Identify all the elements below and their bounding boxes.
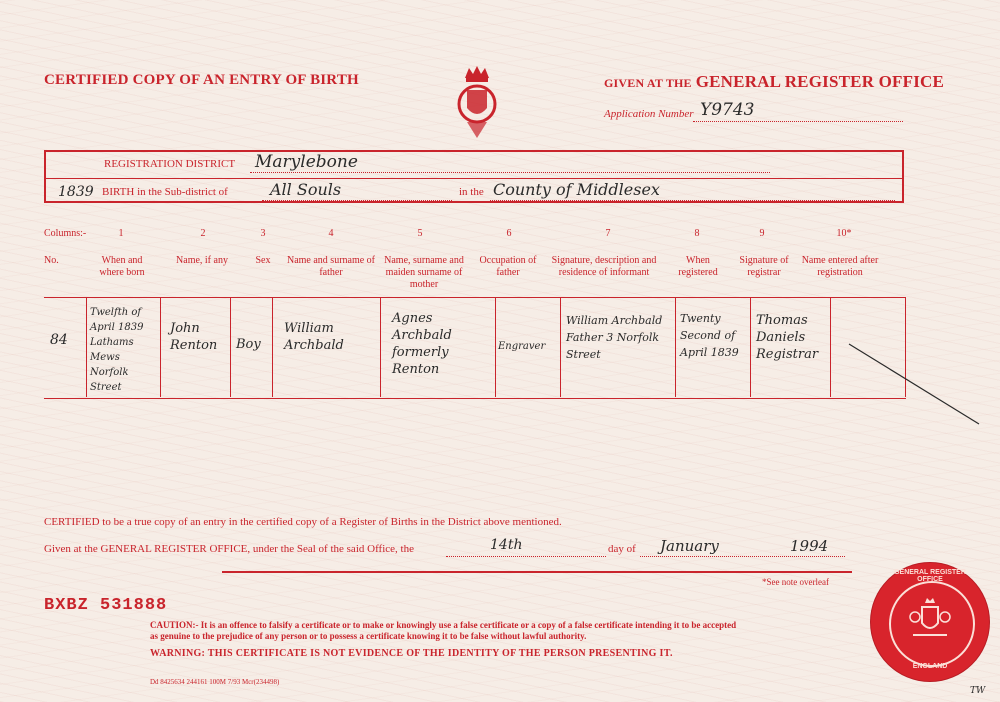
column-header: When registered (678, 255, 718, 278)
column-number: 6 (506, 228, 512, 239)
column-divider (230, 297, 231, 397)
certification-rule (222, 571, 852, 573)
day-of-label: day of (608, 543, 636, 555)
given-at-label: GIVEN AT THE (604, 76, 692, 90)
column-number: 5 (417, 228, 423, 239)
entry-mother: Agnes Archbald formerly Renton (392, 311, 452, 377)
caution-text: CAUTION:- It is an offence to falsify a certificate or to make or knowingly use a false certificate or a copy of a false certificate intending it to be accepted as genuine to the prejudice of any person or to possess a certificate knowing it to be false without lawful authority. (150, 620, 737, 641)
column-divider (830, 297, 831, 397)
column-number: 9 (759, 228, 765, 239)
sub-district-line (262, 200, 452, 201)
entry-occupation: Engraver (498, 341, 546, 352)
application-number-line (693, 121, 903, 122)
column-header: When and where born (99, 255, 145, 278)
district-line (250, 172, 770, 173)
entry-when-registered: Twenty Second of April 1839 (680, 312, 739, 359)
warning-text: WARNING: THIS CERTIFICATE IS NOT EVIDENCE OF THE IDENTITY OF THE PERSON PRESENTING IT. (150, 648, 673, 659)
column-divider (160, 297, 161, 397)
certification-month: January (660, 537, 719, 555)
entry-informant: William Archbald Father 3 Norfolk Street (566, 314, 663, 361)
application-number-value: Y9743 (700, 100, 755, 120)
column-number: 7 (605, 228, 611, 239)
initials-mark: TW (970, 686, 986, 696)
certificate-title: CERTIFIED COPY OF AN ENTRY OF BIRTH (44, 72, 359, 88)
day-line (446, 556, 606, 557)
seal-bottom-text: ENGLAND (912, 663, 948, 670)
entry-when-where-born: Twelfth of April 1839 Lathams Mews Norfolk Street (90, 307, 144, 393)
column-divider (380, 297, 381, 397)
general-register-office-label: GENERAL REGISTER OFFICE (695, 72, 945, 91)
coat-of-arms-icon (907, 597, 953, 643)
column-header: Sex (255, 255, 271, 266)
column-header: Name entered after registration (801, 255, 879, 278)
given-at-header (604, 72, 944, 92)
entry-name: John Renton (170, 321, 218, 353)
columns-label: Columns:- (44, 228, 87, 239)
certificate-serial-number: BXBZ 531888 (44, 596, 168, 615)
entry-sex: Boy (236, 337, 261, 352)
entry-father: William Archbald (284, 321, 344, 353)
column-header: Occupation of father (479, 255, 537, 278)
column-number: 2 (200, 228, 206, 239)
given-at-statement: Given at the GENERAL REGISTER OFFICE, under the Seal of the said Office, the (44, 543, 414, 555)
county-value: County of Middlesex (493, 180, 660, 199)
column-number: 1 (118, 228, 124, 239)
column-divider (560, 297, 561, 397)
application-number-label: Application Number (604, 108, 694, 120)
column-divider (675, 297, 676, 397)
column-header: Name, surname and maiden surname of mother (384, 255, 464, 290)
box-divider (46, 178, 902, 179)
certification-day: 14th (490, 537, 523, 553)
column-divider (86, 297, 87, 397)
column-divider (750, 297, 751, 397)
certified-statement: CERTIFIED to be a true copy of an entry in the certified copy of a Register of Births in the District above mentioned. (44, 516, 562, 528)
registration-year: 1839 (58, 184, 94, 200)
month-line (640, 556, 845, 557)
column-number: 4 (328, 228, 334, 239)
registration-district-value: Marylebone (255, 152, 358, 172)
in-the-label: in the (459, 186, 484, 198)
county-line (490, 200, 895, 201)
royal-crest-icon (455, 64, 499, 140)
column-header: Signature of registrar (739, 255, 789, 278)
entry-number: 84 (50, 332, 68, 348)
certification-year: 1994 (790, 537, 829, 555)
print-code: Dd 8425634 244161 100M 7/93 Mcr(234498) (150, 678, 280, 686)
column-number: 8 (694, 228, 700, 239)
column-divider (495, 297, 496, 397)
see-note-overleaf: *See note overleaf (762, 577, 829, 587)
general-register-office-seal (871, 563, 989, 681)
column-header: Name and surname of father (286, 255, 376, 278)
sub-district-label: BIRTH in the Sub-district of (102, 186, 228, 198)
registration-district-label: REGISTRATION DISTRICT (104, 158, 236, 170)
entry-registrar: Thomas Daniels Registrar (756, 313, 819, 362)
sub-district-value: All Souls (270, 180, 342, 199)
column-header: Name, if any (176, 255, 228, 266)
column-number: 10* (836, 228, 852, 239)
column-header: Signature, description and residence of informant (551, 255, 657, 278)
cancel-stroke-line (845, 340, 985, 430)
column-header-no: No. (44, 255, 59, 266)
column-divider (272, 297, 273, 397)
seal-top-text: GENERAL REGISTER OFFICE (894, 569, 966, 583)
column-number: 3 (260, 228, 266, 239)
